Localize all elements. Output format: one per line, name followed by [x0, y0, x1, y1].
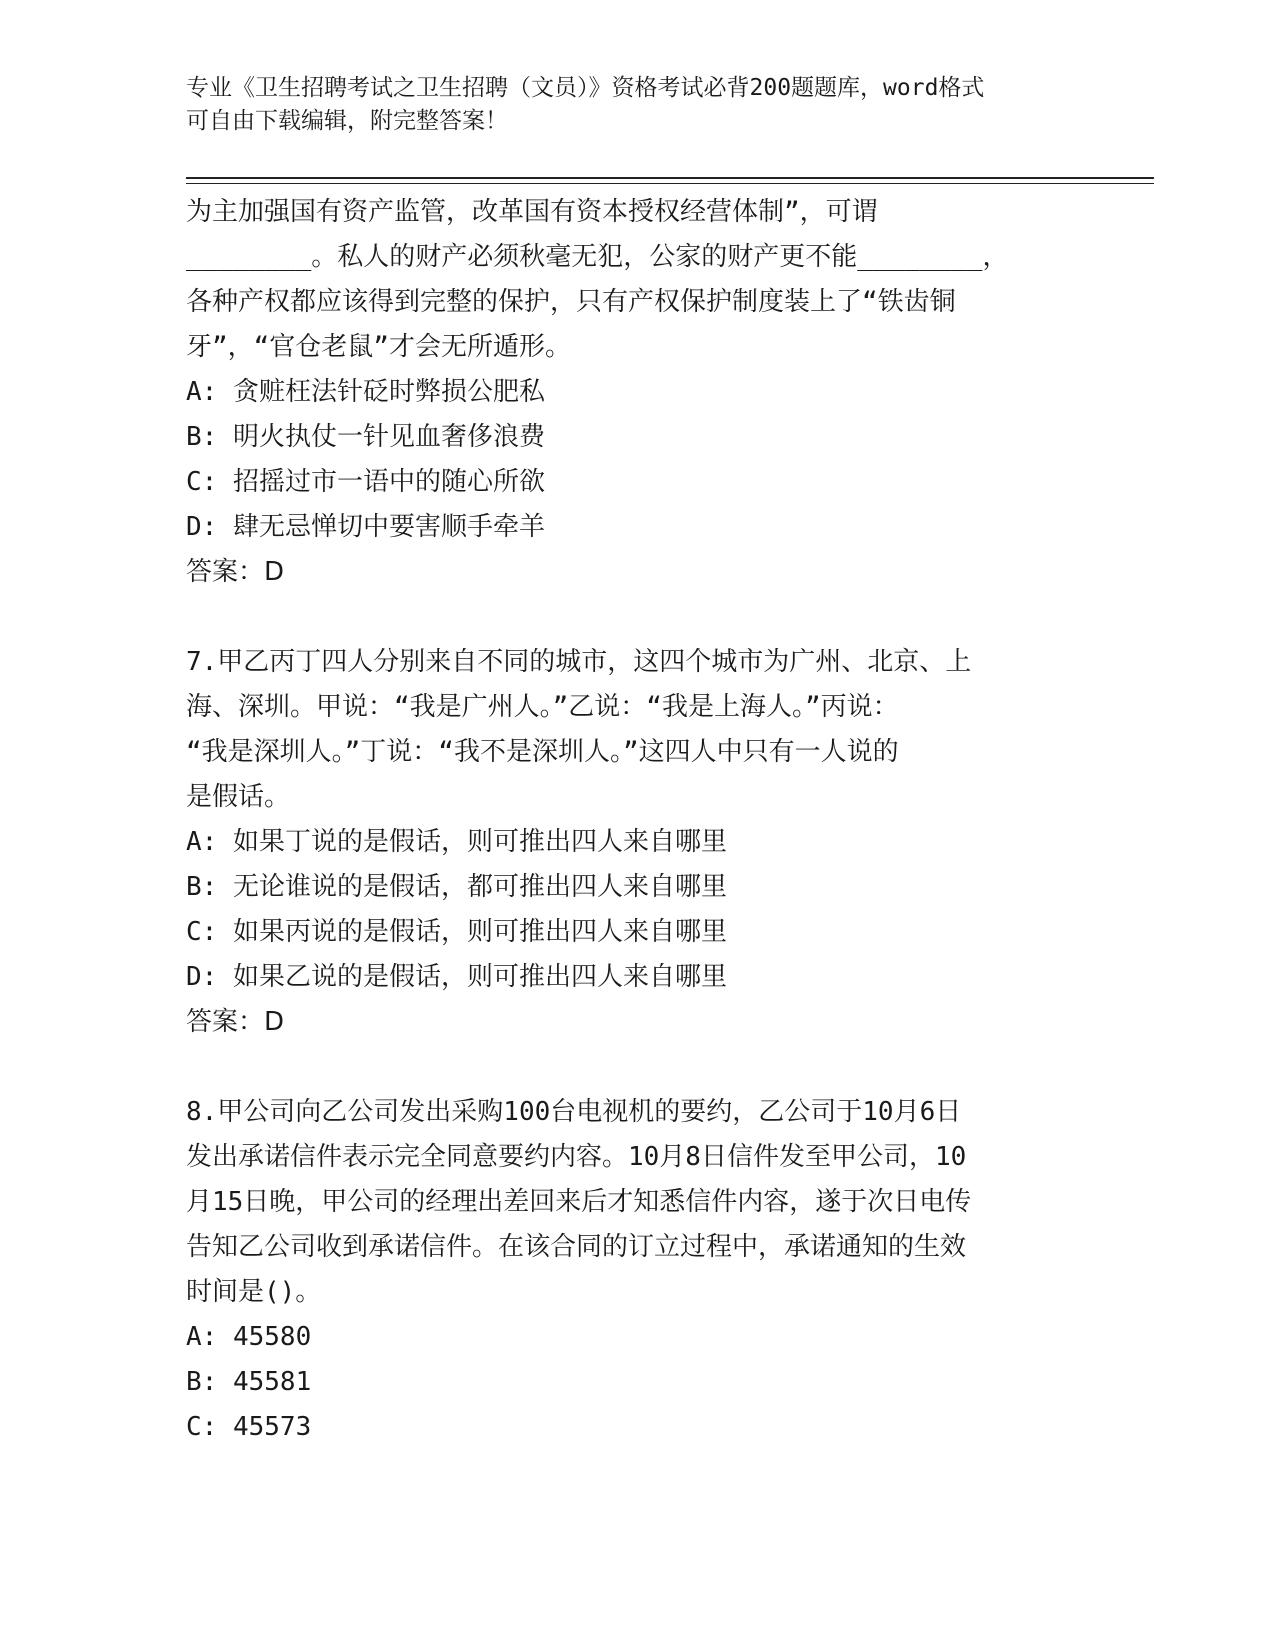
- option-b: B: 无论谁说的是假话，都可推出四人来自哪里: [186, 872, 727, 902]
- question-text-line: 月15日晚，甲公司的经理出差回来后才知悉信件内容，遂于次日电传: [186, 1187, 972, 1217]
- question-text-line: 发出承诺信件表示完全同意要约内容。10月8日信件发至甲公司，10: [186, 1142, 967, 1172]
- document-header: [186, 72, 1086, 138]
- question-text-line: 是假话。: [186, 782, 291, 812]
- option-a: A: 如果丁说的是假话，则可推出四人来自哪里: [186, 827, 727, 857]
- spacer: [186, 595, 1086, 640]
- option-a: A: 贪赃枉法针砭时弊损公肥私: [186, 377, 545, 407]
- option-d: D: 如果乙说的是假话，则可推出四人来自哪里: [186, 962, 727, 992]
- document-body: [186, 190, 1086, 1450]
- question-text-line: 时间是()。: [186, 1277, 322, 1307]
- answer: 答案：D: [186, 1007, 285, 1037]
- option-c: C: 如果丙说的是假话，则可推出四人来自哪里: [186, 917, 727, 947]
- spacer: [186, 1045, 1086, 1090]
- header-title-line-2: 可自由下载编辑，附完整答案！: [186, 108, 508, 134]
- question-text-line: 为主加强国有资产监管，改革国有资本授权经营体制”，可谓: [186, 197, 878, 227]
- option-d: D: 肆无忌惮切中要害顺手牵羊: [186, 512, 545, 542]
- header-title-line-1: 专业《卫生招聘考试之卫生招聘（文员）》资格考试必背200题题库，word格式: [186, 75, 985, 101]
- question-text-line: 7.甲乙丙丁四人分别来自不同的城市，这四个城市为广州、北京、上: [186, 647, 972, 677]
- question-text-line: ________。私人的财产必须秋毫无犯，公家的财产更不能________，: [186, 242, 1009, 272]
- question-text-line: 告知乙公司收到承诺信件。在该合同的订立过程中，承诺通知的生效: [186, 1232, 967, 1262]
- option-c: C: 45573: [186, 1412, 312, 1442]
- question-text-line: 海、深圳。甲说：“我是广州人。”乙说：“我是上海人。”丙说：: [186, 692, 899, 722]
- question-6: [186, 190, 1086, 595]
- option-a: A: 45580: [186, 1322, 312, 1352]
- option-c: C: 招摇过市一语中的随心所欲: [186, 467, 545, 497]
- question-8: [186, 1090, 1086, 1450]
- question-7: [186, 640, 1086, 1045]
- header-divider-thick: [186, 177, 1154, 179]
- question-text-line: 8.甲公司向乙公司发出采购100台电视机的要约，乙公司于10月6日: [186, 1097, 962, 1127]
- question-text-line: 牙”，“官仓老鼠”才会无所遁形。: [186, 332, 571, 362]
- question-text-line: 各种产权都应该得到完整的保护，只有产权保护制度装上了“铁齿铜: [186, 287, 956, 317]
- option-b: B: 明火执仗一针见血奢侈浪费: [186, 422, 545, 452]
- answer: 答案：D: [186, 557, 285, 587]
- header-divider-thin: [186, 183, 1154, 184]
- question-text-line: “我是深圳人。”丁说：“我不是深圳人。”这四人中只有一人说的: [186, 737, 899, 767]
- option-b: B: 45581: [186, 1367, 312, 1397]
